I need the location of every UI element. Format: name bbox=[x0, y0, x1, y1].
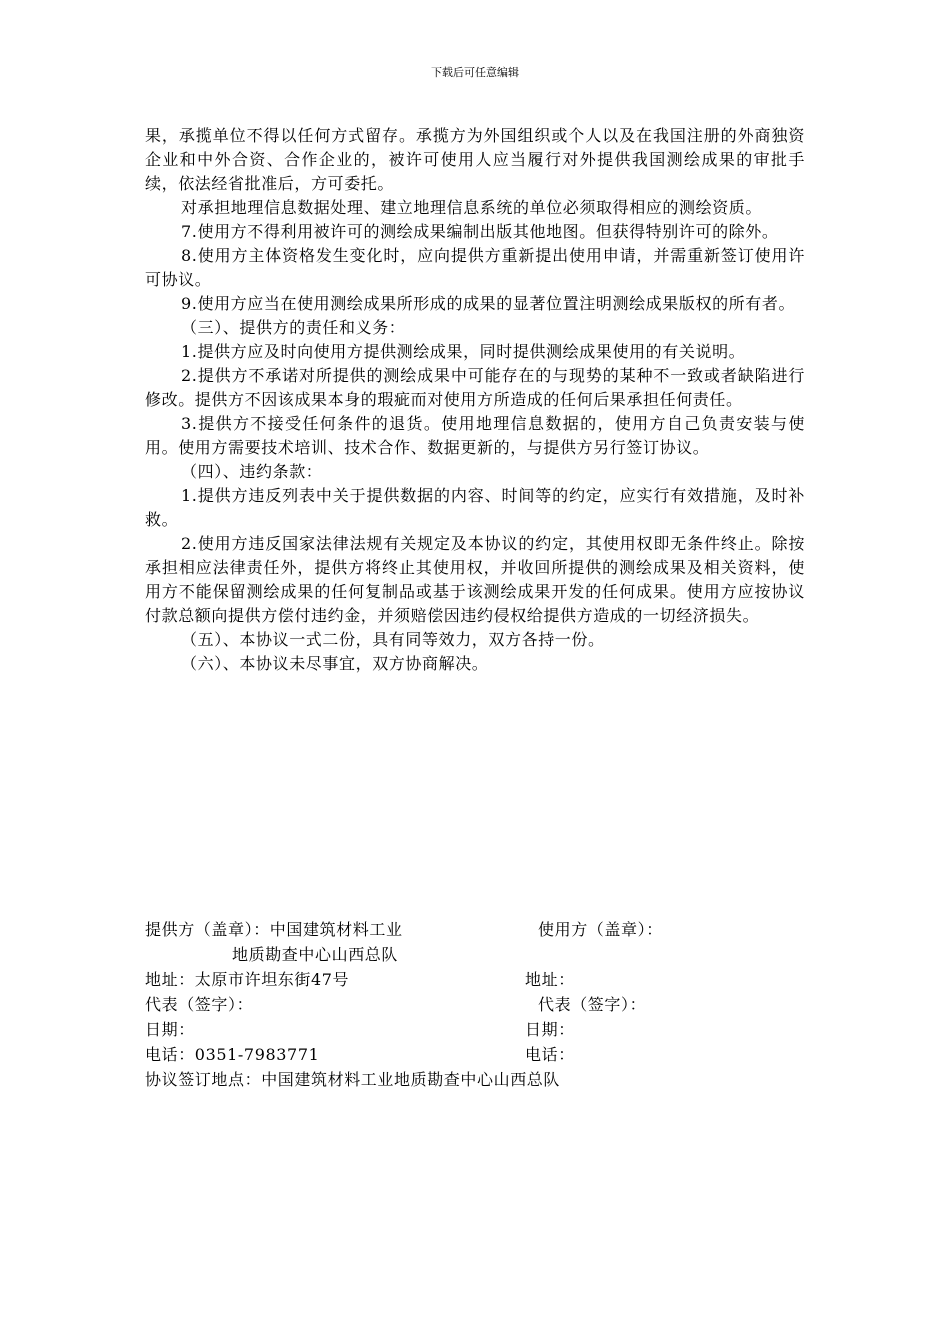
section-heading: （四）、违约条款： bbox=[181, 462, 323, 481]
paragraph: 1.提供方应及时向使用方提供测绘成果，同时提供测绘成果使用的有关说明。 bbox=[181, 342, 746, 361]
sign-location: 协议签订地点：中国建筑材料工业地质勘查中心山西总队 bbox=[145, 1070, 561, 1089]
date-row bbox=[145, 1017, 805, 1042]
provider-name-row bbox=[145, 942, 805, 967]
user-date: 日期： bbox=[525, 1020, 575, 1039]
paragraph: 对承担地理信息数据处理、建立地理信息系统的单位必须取得相应的测绘资质。 bbox=[181, 198, 763, 217]
paragraph: 2.使用方违反国家法律法规有关规定及本协议的约定，其使用权即无条件终止。除按承担相应法律责任外，提供方将终止其使用权，并收回所提供的测绘成果及相关资料，使用方不能保留测绘成果的任何复制品或基于该测绘成果开发的任何成果。使用方应按协议付款总额向提供方偿付违约金，并须赔偿因违约侵权给提供方造成的一切经济损失。 bbox=[145, 534, 805, 625]
paragraph: 7.使用方不得利用被许可的测绘成果编制出版其他地图。但获得特别许可的除外。 bbox=[181, 222, 779, 241]
location-row bbox=[145, 1067, 805, 1092]
seal-row bbox=[145, 917, 805, 942]
section-heading: （五）、本协议一式二份，具有同等效力，双方各持一份。 bbox=[181, 630, 605, 649]
section-heading: （六）、本协议未尽事宜，双方协商解决。 bbox=[181, 654, 489, 673]
provider-representative: 代表（签字）： bbox=[145, 995, 254, 1014]
paragraph: 果，承揽单位不得以任何方式留存。承揽方为外国组织或个人以及在我国注册的外商独资企业和中外合资、合作企业的，被许可使用人应当履行对外提供我国测绘成果的审批手续，依法经省批准后，方可委托。 bbox=[145, 126, 805, 193]
user-representative: 代表（签字）： bbox=[538, 995, 647, 1014]
provider-phone: 电话：0351-7983771 bbox=[145, 1045, 320, 1064]
address-row bbox=[145, 967, 805, 992]
paragraph: 2.提供方不承诺对所提供的测绘成果中可能存在的与现势的某种不一致或者缺陷进行修改。提供方不因该成果本身的瑕疵而对使用方所造成的任何后果承担任何责任。 bbox=[145, 366, 805, 409]
paragraph: 1.提供方违反列表中关于提供数据的内容、时间等的约定，应实行有效措施，及时补救。 bbox=[145, 486, 805, 529]
provider-seal: 提供方（盖章）：中国建筑材料工业 bbox=[145, 920, 403, 939]
paragraph: 3.提供方不接受任何条件的退货。使用地理信息数据的，使用方自己负责安装与使用。使用方需要技术培训、技术合作、数据更新的，与提供方另行签订协议。 bbox=[145, 414, 805, 457]
representative-row bbox=[145, 992, 805, 1017]
section-heading: （三）、提供方的责任和义务： bbox=[181, 318, 406, 337]
user-address: 地址： bbox=[525, 970, 575, 989]
signature-block bbox=[145, 917, 805, 1092]
document-body bbox=[145, 124, 805, 676]
provider-date: 日期： bbox=[145, 1020, 195, 1039]
paragraph: 8.使用方主体资格发生变化时，应向提供方重新提出使用申请，并需重新签订使用许可协议。 bbox=[145, 246, 805, 289]
user-phone: 电话： bbox=[525, 1045, 575, 1064]
paragraph: 9.使用方应当在使用测绘成果所形成的成果的显著位置注明测绘成果版权的所有者。 bbox=[181, 294, 796, 313]
provider-address: 地址：太原市许坦东街47号 bbox=[145, 970, 350, 989]
phone-row bbox=[145, 1042, 805, 1067]
provider-name-continued: 地质勘查中心山西总队 bbox=[232, 945, 399, 964]
page-header: 下载后可任意编辑 bbox=[431, 66, 519, 79]
user-seal: 使用方（盖章）： bbox=[538, 920, 663, 939]
